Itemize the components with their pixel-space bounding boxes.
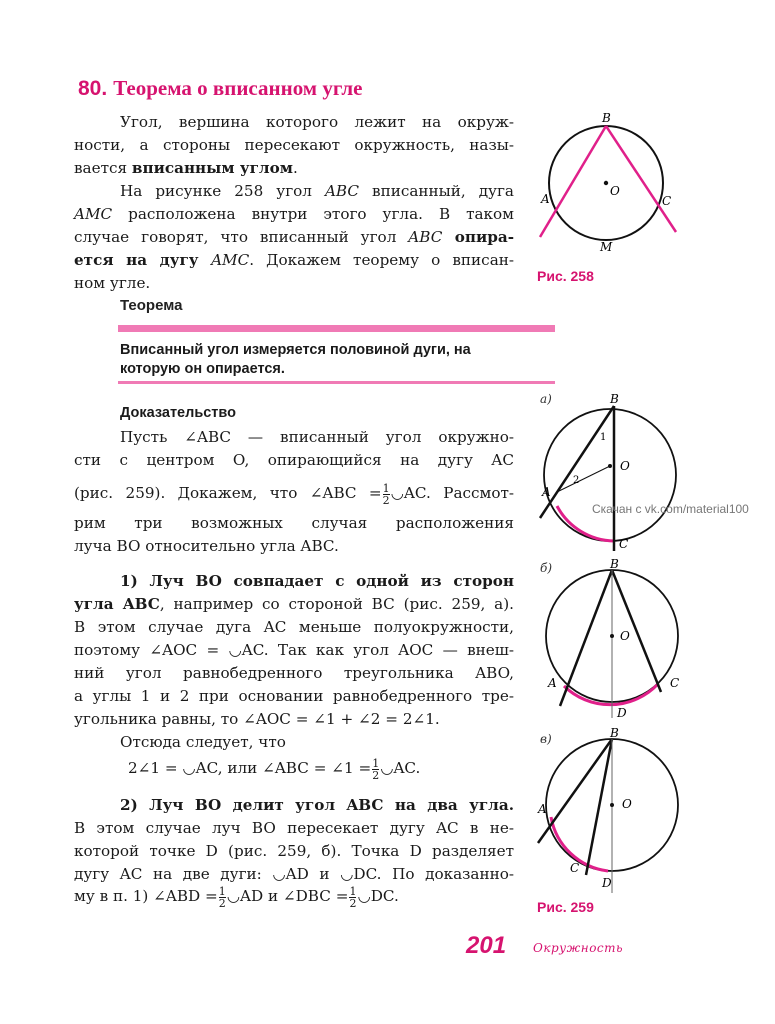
fig259a-label-b: B — [610, 392, 619, 406]
intro-line: случае говорят, что вписанный угол ABC опира- — [74, 228, 515, 246]
fig258-side-bc — [606, 126, 676, 232]
case2-line: которой точке D (рис. 259, б). Точка D разделяет — [74, 842, 514, 860]
case1-line: поэтому ∠AOC = ◡AC. Так как угол AOC — внеш- — [74, 641, 514, 659]
intro-line: Угол, вершина которого лежит на окруж- — [120, 113, 514, 131]
proof-line: (рис. 259). Докажем, что ∠ABC = $\frac{1}{2}$ ◡AC. Рассмот- — [74, 481, 514, 507]
fig259-panel-b-label: б) — [540, 561, 553, 575]
fig258-label-o: O — [610, 184, 620, 198]
theorem-top-bar — [118, 325, 555, 332]
fig258-caption: Рис. 258 — [537, 268, 594, 284]
page-number: 201 — [466, 932, 507, 959]
fig259a-center-point — [608, 464, 612, 468]
fig259b-center-point — [610, 634, 614, 638]
fig259c-center-point — [610, 803, 614, 807]
case2-line: В этом случае луч BO пересекает дугу AC в не- — [74, 819, 514, 837]
chapter-title: Окружность — [533, 941, 624, 955]
figure-259-a — [530, 388, 680, 554]
fig258-label-b: B — [602, 111, 611, 125]
theorem-statement-line: Вписанный угол измеряется половиной дуги, на — [120, 342, 471, 358]
proof-line: луча BO относительно угла ABC. — [74, 537, 339, 555]
term-inscribed-angle: вписанным углом — [131, 159, 293, 177]
fig259b-label-a: A — [548, 676, 557, 690]
proof-line: Пусть ∠ABC — вписанный угол окружно- — [120, 428, 514, 446]
fraction-half: $\frac{1}{2}$ — [372, 756, 380, 782]
fig259b-label-o: O — [620, 629, 630, 643]
fig259a-angle-2: 2 — [573, 475, 580, 486]
watermark-text: Скачан с vk.com/material100 — [592, 502, 749, 516]
intro-line: ется на дугу AMC. Докажем теорему о вписан- — [74, 251, 514, 269]
case2-line: 2) Луч BO делит угол ABC на два угла. — [120, 796, 514, 814]
fig259-panel-c-label: в) — [540, 732, 552, 746]
fig259c-label-o: O — [622, 797, 632, 811]
case1-line: угла ABC, например со стороной BC (рис. 259, а). — [74, 595, 514, 613]
proof-label: Доказательство — [120, 405, 236, 421]
section-heading — [78, 76, 362, 101]
figure-258 — [530, 105, 680, 265]
fig258-label-m: M — [600, 240, 613, 254]
theorem-bottom-bar — [118, 381, 555, 384]
fig259b-ray-ba — [560, 570, 612, 706]
fraction-half: $\frac{1}{2}$ — [382, 481, 390, 507]
fig259-panel-a-label: а) — [540, 392, 552, 406]
fig259a-label-a: A — [542, 485, 551, 499]
proof-line: сти с центром O, опирающийся на дугу AC — [74, 451, 514, 469]
case1-line: В этом случае дуга AC меньше полуокружности, — [74, 618, 514, 636]
fig259c-label-d: D — [602, 876, 612, 890]
intro-line: вается вписанным углом. — [74, 159, 298, 177]
case1-formula: 2∠1 = ◡AC, или ∠ABC = ∠1 = $\frac{1}{2}$ ◡AC. — [128, 756, 421, 782]
theorem-label: Теорема — [120, 297, 183, 314]
intro-line: ном угле. — [74, 274, 151, 292]
fig258-center-point — [604, 181, 608, 185]
case1-line: Отсюда следует, что — [120, 733, 286, 751]
figure-259-b — [530, 556, 680, 726]
case2-line: му в п. 1) ∠ABD = $\frac{1}{2}$ ◡AD и ∠DBC = $\frac{1}{2}$ ◡DC. — [74, 884, 399, 910]
fig259c-label-b: B — [610, 726, 619, 740]
fig259b-label-c: C — [670, 676, 680, 690]
case1-line: угольника равны, то ∠AOC = ∠1 + ∠2 = 2∠1. — [74, 710, 440, 728]
fig259a-label-c: C — [619, 537, 629, 551]
case2-line: дугу AC на две дуги: ◡AD и ◡DC. По доказанно- — [74, 865, 514, 883]
fig259a-angle-1: 1 — [600, 432, 607, 443]
section-number: 80. — [78, 77, 108, 100]
figure-259-c — [530, 725, 680, 895]
section-title: Теорема о вписанном угле — [113, 76, 363, 100]
fig259b-label-b: B — [610, 557, 619, 571]
theorem-statement-line: которую он опирается. — [120, 361, 285, 377]
case1-line: ний угол равнобедренного треугольника ABO, — [74, 664, 514, 682]
fig259-caption: Рис. 259 — [537, 899, 594, 915]
fig259b-label-d: D — [617, 706, 627, 720]
intro-line: На рисунке 258 угол ABC вписанный, дуга — [120, 182, 514, 200]
fig259c-label-c: C — [570, 861, 580, 875]
fig258-label-a: A — [541, 192, 550, 206]
case1-line: 1) Луч BO совпадает с одной из сторон — [120, 572, 514, 590]
fig259a-label-o: O — [620, 459, 630, 473]
proof-line: рим три возможных случая расположения — [74, 514, 514, 532]
intro-line: ности, а стороны пересекают окружность, назы- — [74, 136, 514, 154]
fig258-label-c: C — [662, 194, 672, 208]
fig259a-circle — [544, 409, 676, 541]
intro-line: AMC расположена внутри этого угла. В таком — [74, 205, 514, 223]
fig259c-label-a: A — [538, 802, 547, 816]
case1-line: а углы 1 и 2 при основании равнобедренного тре- — [74, 687, 514, 705]
fraction-half: $\frac{1}{2}$ — [218, 884, 226, 910]
fraction-half: $\frac{1}{2}$ — [349, 884, 357, 910]
